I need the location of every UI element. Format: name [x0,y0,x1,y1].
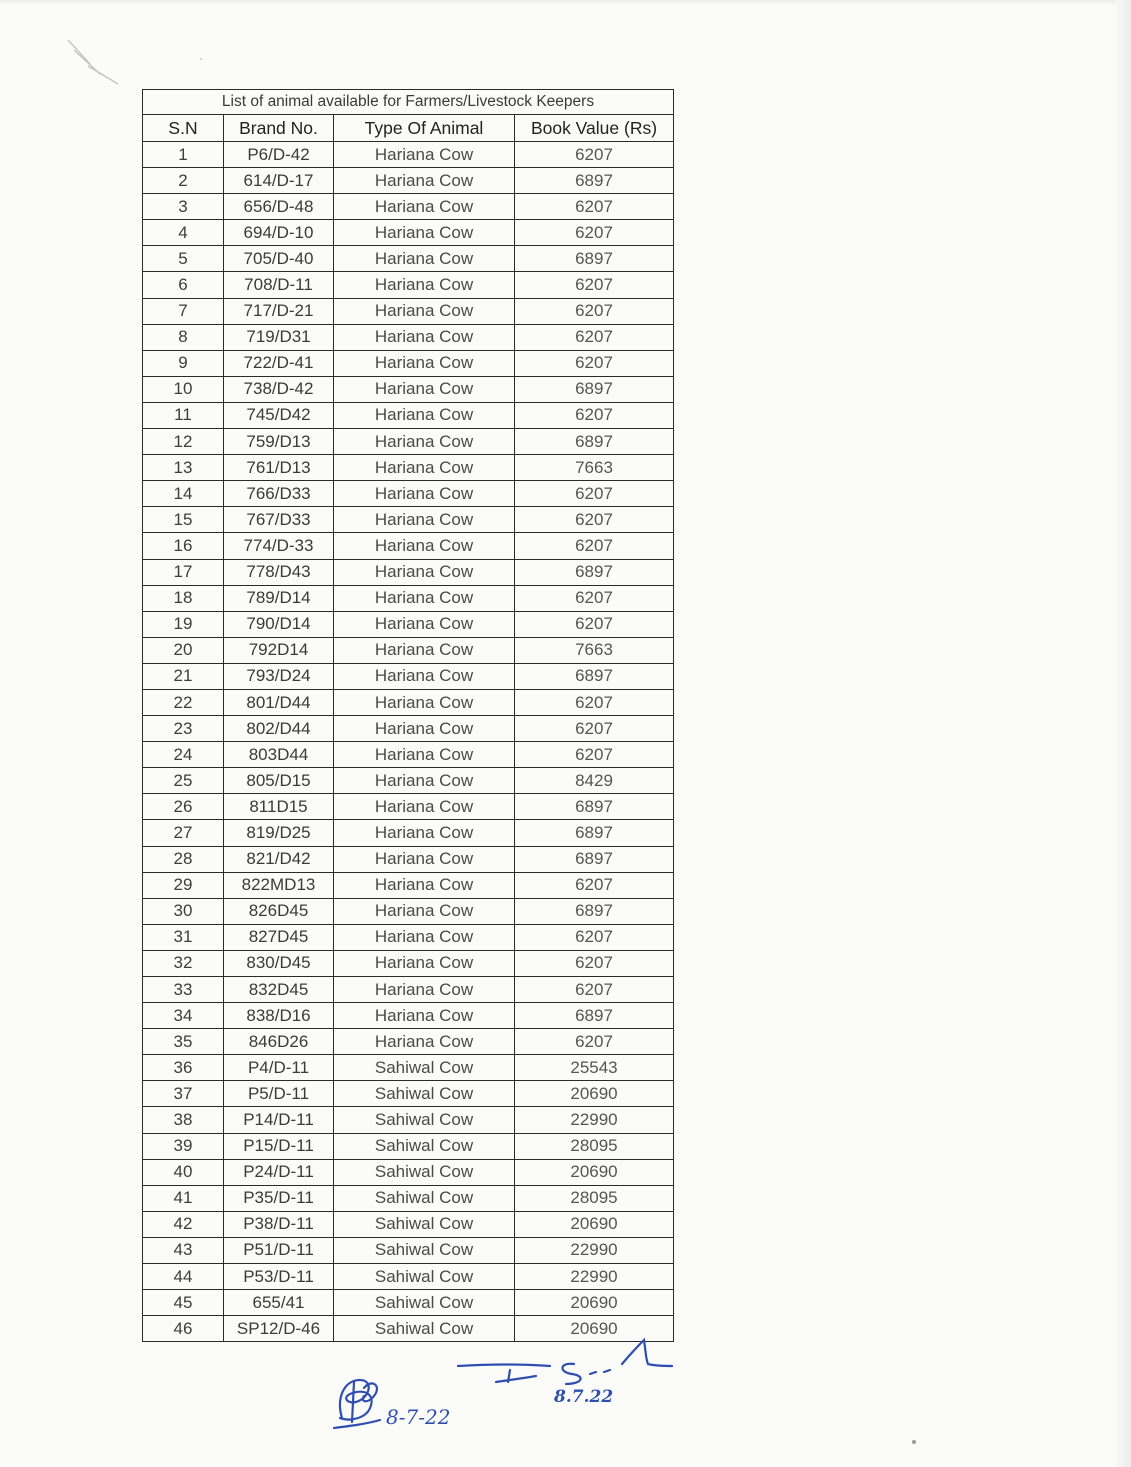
cell-type-of-animal: Hariana Cow [334,716,515,742]
cell-book-value: 25543 [515,1055,674,1081]
cell-sn: 25 [143,768,224,794]
cell-sn: 45 [143,1290,224,1316]
cell-type-of-animal: Hariana Cow [334,376,515,402]
cell-type-of-animal: Hariana Cow [334,872,515,898]
cell-brand-no: 830/D45 [224,950,334,976]
cell-brand-no: 822MD13 [224,872,334,898]
cell-brand-no: P14/D-11 [224,1107,334,1133]
cell-sn: 36 [143,1055,224,1081]
cell-brand-no: 705/D-40 [224,246,334,272]
table-row [143,168,674,194]
cell-sn: 18 [143,585,224,611]
cell-type-of-animal: Hariana Cow [334,455,515,481]
animal-list-table [142,89,674,1342]
table-row [143,350,674,376]
cell-sn: 32 [143,950,224,976]
table-row [143,1237,674,1263]
cell-type-of-animal: Hariana Cow [334,507,515,533]
cell-book-value: 8429 [515,768,674,794]
table-row [143,194,674,220]
cell-sn: 23 [143,716,224,742]
cell-type-of-animal: Hariana Cow [334,194,515,220]
cell-type-of-animal: Hariana Cow [334,977,515,1003]
signature-left-date: 8-7-22 [386,1405,451,1429]
cell-brand-no: P15/D-11 [224,1133,334,1159]
cell-sn: 6 [143,272,224,298]
cell-type-of-animal: Hariana Cow [334,272,515,298]
signature-right [450,1336,680,1406]
table-row [143,1211,674,1237]
cell-sn: 14 [143,481,224,507]
cell-book-value: 7663 [515,455,674,481]
table-row [143,872,674,898]
table-row [143,950,674,976]
cell-sn: 26 [143,794,224,820]
cell-sn: 37 [143,1081,224,1107]
cell-brand-no: 656/D-48 [224,194,334,220]
table-row [143,1029,674,1055]
cell-brand-no: P6/D-42 [224,142,334,168]
cell-sn: 10 [143,376,224,402]
cell-book-value: 6897 [515,246,674,272]
cell-sn: 17 [143,559,224,585]
cell-type-of-animal: Hariana Cow [334,168,515,194]
table-row [143,1003,674,1029]
cell-brand-no: 745/D42 [224,402,334,428]
cell-sn: 35 [143,1029,224,1055]
table-row [143,272,674,298]
cell-brand-no: 826D45 [224,898,334,924]
cell-sn: 19 [143,611,224,637]
cell-book-value: 6207 [515,716,674,742]
table-row [143,220,674,246]
cell-type-of-animal: Sahiwal Cow [334,1133,515,1159]
table-row [143,637,674,663]
cell-book-value: 6207 [515,872,674,898]
cell-type-of-animal: Hariana Cow [334,142,515,168]
cell-brand-no: P38/D-11 [224,1211,334,1237]
table-row [143,1055,674,1081]
table-row [143,1159,674,1185]
table-row [143,924,674,950]
cell-brand-no: 778/D43 [224,559,334,585]
table-row [143,298,674,324]
cell-sn: 13 [143,455,224,481]
table-row [143,716,674,742]
cell-book-value: 6207 [515,1029,674,1055]
table-row [143,376,674,402]
cell-type-of-animal: Hariana Cow [334,246,515,272]
cell-type-of-animal: Sahiwal Cow [334,1290,515,1316]
cell-book-value: 6897 [515,429,674,455]
cell-sn: 31 [143,924,224,950]
cell-book-value: 6897 [515,794,674,820]
cell-sn: 34 [143,1003,224,1029]
cell-type-of-animal: Hariana Cow [334,324,515,350]
cell-type-of-animal: Hariana Cow [334,350,515,376]
cell-type-of-animal: Hariana Cow [334,924,515,950]
corner-scratch-mark [60,30,130,90]
cell-brand-no: 761/D13 [224,455,334,481]
cell-book-value: 6207 [515,298,674,324]
table-row [143,1264,674,1290]
cell-sn: 41 [143,1185,224,1211]
cell-brand-no: 792D14 [224,637,334,663]
cell-book-value: 22990 [515,1264,674,1290]
cell-brand-no: 655/41 [224,1290,334,1316]
table-body [143,142,674,1342]
cell-type-of-animal: Sahiwal Cow [334,1055,515,1081]
cell-brand-no: 846D26 [224,1029,334,1055]
cell-sn: 22 [143,689,224,715]
cell-type-of-animal: Hariana Cow [334,559,515,585]
cell-book-value: 6207 [515,977,674,1003]
scan-top-edge [0,0,1131,6]
cell-type-of-animal: Hariana Cow [334,768,515,794]
cell-book-value: 6207 [515,742,674,768]
table-row [143,507,674,533]
cell-book-value: 6897 [515,1003,674,1029]
cell-type-of-animal: Hariana Cow [334,898,515,924]
header-book-value: Book Value (Rs) [515,115,674,142]
cell-book-value: 6207 [515,507,674,533]
cell-brand-no: 802/D44 [224,716,334,742]
cell-brand-no: 793/D24 [224,663,334,689]
cell-book-value: 20690 [515,1290,674,1316]
table-row [143,820,674,846]
cell-book-value: 20690 [515,1159,674,1185]
cell-type-of-animal: Hariana Cow [334,950,515,976]
cell-sn: 33 [143,977,224,1003]
table-row [143,898,674,924]
cell-type-of-animal: Hariana Cow [334,611,515,637]
cell-book-value: 28095 [515,1133,674,1159]
table-row [143,1081,674,1107]
cell-brand-no: P5/D-11 [224,1081,334,1107]
table-row [143,1185,674,1211]
cell-book-value: 6207 [515,611,674,637]
table-row [143,533,674,559]
cell-book-value: 6897 [515,168,674,194]
cell-type-of-animal: Sahiwal Cow [334,1237,515,1263]
cell-book-value: 6897 [515,663,674,689]
cell-brand-no: 614/D-17 [224,168,334,194]
cell-type-of-animal: Hariana Cow [334,689,515,715]
cell-sn: 2 [143,168,224,194]
cell-book-value: 6897 [515,898,674,924]
cell-brand-no: 719/D31 [224,324,334,350]
cell-brand-no: 722/D-41 [224,350,334,376]
cell-book-value: 20690 [515,1081,674,1107]
signature-right-date: 8.7.22 [554,1387,614,1406]
cell-brand-no: P53/D-11 [224,1264,334,1290]
cell-type-of-animal: Hariana Cow [334,533,515,559]
table-row [143,585,674,611]
table-row [143,402,674,428]
cell-book-value: 6207 [515,924,674,950]
cell-sn: 15 [143,507,224,533]
cell-sn: 40 [143,1159,224,1185]
table-row [143,663,674,689]
cell-book-value: 6207 [515,585,674,611]
cell-type-of-animal: Hariana Cow [334,481,515,507]
table-row [143,246,674,272]
cell-book-value: 6207 [515,689,674,715]
cell-book-value: 28095 [515,1185,674,1211]
cell-book-value: 6897 [515,376,674,402]
cell-type-of-animal: Sahiwal Cow [334,1159,515,1185]
cell-book-value: 6207 [515,194,674,220]
cell-sn: 9 [143,350,224,376]
cell-brand-no: P24/D-11 [224,1159,334,1185]
cell-book-value: 6207 [515,350,674,376]
cell-book-value: 6207 [515,481,674,507]
cell-book-value: 6207 [515,272,674,298]
cell-book-value: 6207 [515,220,674,246]
cell-book-value: 6207 [515,142,674,168]
cell-type-of-animal: Sahiwal Cow [334,1081,515,1107]
cell-sn: 39 [143,1133,224,1159]
cell-book-value: 6207 [515,324,674,350]
dust-speck [200,58,202,60]
cell-brand-no: P4/D-11 [224,1055,334,1081]
cell-sn: 46 [143,1316,224,1342]
table-row [143,768,674,794]
table-row [143,977,674,1003]
cell-book-value: 22990 [515,1237,674,1263]
header-row [143,115,674,142]
cell-book-value: 6207 [515,402,674,428]
table-row [143,1290,674,1316]
cell-type-of-animal: Hariana Cow [334,820,515,846]
cell-type-of-animal: Hariana Cow [334,585,515,611]
table-row [143,455,674,481]
cell-brand-no: 738/D-42 [224,376,334,402]
cell-sn: 7 [143,298,224,324]
cell-sn: 28 [143,846,224,872]
table-row [143,1133,674,1159]
dust-speck [912,1440,916,1444]
cell-brand-no: 790/D14 [224,611,334,637]
cell-type-of-animal: Hariana Cow [334,794,515,820]
cell-type-of-animal: Sahiwal Cow [334,1211,515,1237]
table-row [143,689,674,715]
cell-sn: 21 [143,663,224,689]
cell-sn: 30 [143,898,224,924]
header-sn: S.N [143,115,224,142]
table-caption: List of animal available for Farmers/Livestock Keepers [142,89,674,114]
cell-sn: 5 [143,246,224,272]
table-row [143,142,674,168]
scan-right-edge [1117,0,1131,1467]
cell-brand-no: 811D15 [224,794,334,820]
cell-type-of-animal: Hariana Cow [334,402,515,428]
cell-sn: 12 [143,429,224,455]
cell-type-of-animal: Sahiwal Cow [334,1316,515,1342]
cell-brand-no: 717/D-21 [224,298,334,324]
cell-type-of-animal: Hariana Cow [334,637,515,663]
cell-sn: 38 [143,1107,224,1133]
cell-brand-no: 801/D44 [224,689,334,715]
cell-brand-no: 767/D33 [224,507,334,533]
cell-brand-no: 694/D-10 [224,220,334,246]
cell-sn: 43 [143,1237,224,1263]
cell-brand-no: 821/D42 [224,846,334,872]
cell-brand-no: 838/D16 [224,1003,334,1029]
cell-type-of-animal: Hariana Cow [334,742,515,768]
cell-sn: 1 [143,142,224,168]
table-row [143,481,674,507]
cell-brand-no: 803D44 [224,742,334,768]
cell-brand-no: 708/D-11 [224,272,334,298]
table-row [143,846,674,872]
cell-type-of-animal: Hariana Cow [334,846,515,872]
cell-brand-no: P35/D-11 [224,1185,334,1211]
signature-left [330,1368,460,1440]
cell-sn: 16 [143,533,224,559]
cell-sn: 8 [143,324,224,350]
cell-brand-no: 805/D15 [224,768,334,794]
table-row [143,611,674,637]
cell-book-value: 6207 [515,950,674,976]
cell-sn: 20 [143,637,224,663]
cell-type-of-animal: Hariana Cow [334,220,515,246]
cell-sn: 42 [143,1211,224,1237]
cell-type-of-animal: Hariana Cow [334,298,515,324]
cell-sn: 29 [143,872,224,898]
table-row [143,1107,674,1133]
cell-book-value: 6207 [515,533,674,559]
header-brand-no: Brand No. [224,115,334,142]
table-row [143,559,674,585]
cell-sn: 27 [143,820,224,846]
cell-type-of-animal: Hariana Cow [334,1029,515,1055]
cell-brand-no: 827D45 [224,924,334,950]
cell-type-of-animal: Sahiwal Cow [334,1264,515,1290]
table-row [143,794,674,820]
cell-type-of-animal: Sahiwal Cow [334,1107,515,1133]
cell-sn: 44 [143,1264,224,1290]
cell-brand-no: 759/D13 [224,429,334,455]
header-type-of-animal: Type Of Animal [334,115,515,142]
table-row [143,742,674,768]
table-row [143,429,674,455]
cell-type-of-animal: Hariana Cow [334,663,515,689]
cell-brand-no: 819/D25 [224,820,334,846]
cell-brand-no: 832D45 [224,977,334,1003]
cell-book-value: 6897 [515,559,674,585]
cell-book-value: 7663 [515,637,674,663]
cell-brand-no: P51/D-11 [224,1237,334,1263]
cell-book-value: 6897 [515,846,674,872]
cell-sn: 11 [143,402,224,428]
cell-type-of-animal: Sahiwal Cow [334,1185,515,1211]
cell-book-value: 22990 [515,1107,674,1133]
cell-book-value: 6897 [515,820,674,846]
cell-brand-no: 774/D-33 [224,533,334,559]
cell-type-of-animal: Hariana Cow [334,429,515,455]
cell-book-value: 20690 [515,1211,674,1237]
table-row [143,324,674,350]
cell-sn: 3 [143,194,224,220]
cell-brand-no: SP12/D-46 [224,1316,334,1342]
cell-type-of-animal: Hariana Cow [334,1003,515,1029]
cell-sn: 4 [143,220,224,246]
cell-brand-no: 766/D33 [224,481,334,507]
cell-book-value: 20690 [515,1316,674,1342]
cell-sn: 24 [143,742,224,768]
cell-brand-no: 789/D14 [224,585,334,611]
